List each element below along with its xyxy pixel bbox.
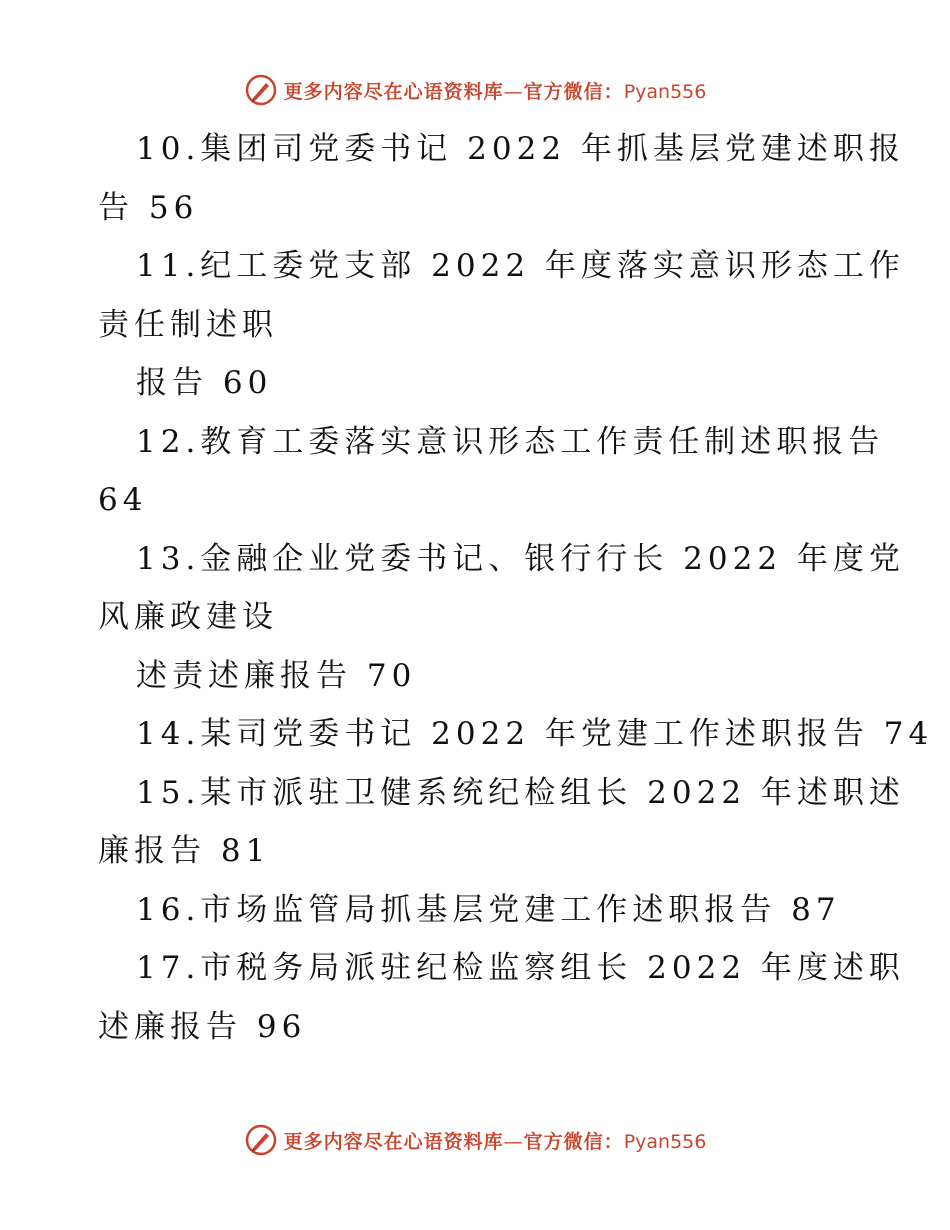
toc-line: 报告 60 (136, 365, 273, 401)
toc-line: 告 56 (98, 189, 199, 226)
toc-line: 10.集团司党委书记 2022 年抓基层党建述职报 (136, 131, 905, 167)
banner-wechat-label: 官方微信： (523, 80, 624, 103)
toc-line: 16.市场监管局抓基层党建工作述职报告 87 (136, 891, 841, 928)
toc-line: 12.教育工委落实意识形态工作责任制述职报告 (136, 423, 885, 460)
banner-text (284, 77, 707, 104)
toc-line: 风廉政建设 (98, 599, 278, 635)
footer-banner (0, 1120, 950, 1160)
banner-wechat-label: 官方微信： (523, 1130, 624, 1153)
pen-logo-icon (244, 1123, 278, 1157)
toc-line: 64 (98, 482, 148, 518)
banner-wechat-id: Pyan556 (623, 1130, 707, 1153)
banner-text (284, 1127, 707, 1154)
banner-wechat-id: Pyan556 (623, 80, 707, 103)
toc-line: 述廉报告 96 (98, 1008, 307, 1045)
banner-separator: — (503, 80, 524, 103)
toc-line: 述责述廉报告 70 (136, 657, 417, 694)
toc-line: 廉报告 81 (98, 833, 271, 869)
toc-line: 13.金融企业党委书记、银行行长 2022 年度党 (136, 540, 905, 577)
toc-line: 责任制述职 (98, 306, 278, 343)
toc-line: 14.某司党委书记 2022 年党建工作述职报告 74 (136, 716, 934, 752)
toc-line: 15.某市派驻卫健系统纪检组长 2022 年述职述 (136, 774, 905, 811)
toc-line: 11.纪工委党支部 2022 年度落实意识形态工作 (136, 248, 905, 284)
header-banner (0, 70, 950, 110)
banner-slogan: 更多内容尽在心语资料库 (283, 80, 504, 103)
banner-separator: — (503, 1130, 524, 1153)
pen-logo-icon (244, 73, 278, 107)
toc-line: 17.市税务局派驻纪检监察组长 2022 年度述职 (136, 950, 905, 986)
toc-list (98, 120, 934, 1056)
banner-slogan: 更多内容尽在心语资料库 (283, 1130, 504, 1153)
